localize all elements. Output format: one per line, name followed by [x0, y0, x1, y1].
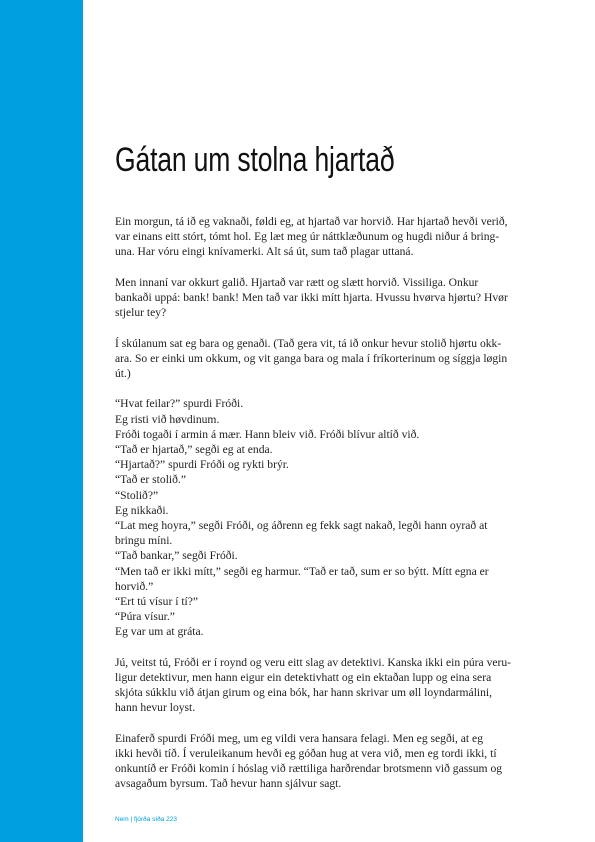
text-line: var einans eitt stórt, tómt hol. Eg læt meg úr náttklæðunum og hugdi niður á bring-	[115, 230, 500, 244]
story-paragraph	[115, 731, 545, 792]
story-paragraph	[115, 214, 545, 260]
text-line: Fróði togaði í armin á mær. Hann bleiv við. Fróði blívur altíð við.	[115, 427, 420, 441]
text-line: Í skúlanum sat eg bara og genaði. (Tað gera vit, tá ið onkur hevur stolið hjørtu okk-	[115, 336, 502, 350]
text-line: Eg risti við høvdinum.	[115, 412, 220, 426]
text-line: “Tað bankar,” segði Fróði.	[115, 549, 238, 563]
story-paragraph	[115, 336, 545, 382]
text-line: skjóta súkklu við átjan girum og eina bók, har hann skrivar um øll loyndarmálini,	[115, 686, 493, 700]
text-line: “Hvat feilar?” spurdi Fróði.	[115, 397, 244, 411]
text-line: bankaði uppá: bank! bank! Men tað var ikki mítt hjarta. Hvussu hvørva hjørtu? Hvør	[115, 291, 508, 304]
side-accent-bar	[0, 0, 83, 842]
text-line: ara. So er einki um okkum, og vit ganga bara og mala í fríkorterinum og síggja løgin	[115, 351, 508, 365]
text-line: “Púra vísur.”	[115, 610, 175, 624]
text-line: Ein morgun, tá ið eg vaknaði, føldi eg, at hjartað var horvið. Har hjartað hevði verið,	[115, 215, 508, 228]
text-line: Einaferð spurdi Fróði meg, um eg vildi vera hansara felagi. Men eg segði, at eg	[115, 731, 483, 745]
text-line: una. Har vóru eingi knívamerki. Alt sá út, sum tað plagar uttaná.	[115, 245, 414, 259]
page-title: Gátan um stolna hjartað	[115, 141, 395, 179]
text-line: onkuntíð er Fróði komin í hóslag við rættiliga harðrendar brotsmenn við gassum og	[115, 762, 503, 776]
text-line: Eg nikkaði.	[115, 503, 169, 517]
text-line: út.)	[115, 367, 131, 380]
text-line: ligur detektivur, men hann eigur ein detektivhatt og ein ektaðan lupp og eina sera	[115, 671, 492, 685]
story-body	[115, 214, 545, 807]
story-paragraph	[115, 655, 545, 716]
text-line: avsagaðum byrsum. Tað hevur hann sjálvur sagt.	[115, 777, 342, 791]
text-line: ikki hevði tíð. Í veruleikanum hevði eg góðan hug at vera við, men eg tordi ikki, tí	[115, 747, 497, 761]
text-line: “Stolið?”	[115, 488, 159, 502]
text-line: “Hjartað?” spurdi Fróði og rykti brýr.	[115, 458, 289, 472]
text-line: “Men tað er ikki mítt,” segði eg harmur. “Tað er tað, sum er so býtt. Mítt egna er	[115, 564, 489, 578]
story-paragraph	[115, 396, 545, 639]
text-line: “Ert tú vísur í tí?”	[115, 595, 199, 609]
text-line: horvið.”	[115, 579, 154, 593]
text-line: Men innaní var okkurt galið. Hjartað var rætt og slætt horvið. Vissiliga. Onkur	[115, 275, 479, 289]
text-line: Eg var um at gráta.	[115, 625, 204, 639]
text-line: “Tað er hjartað,” segði eg at enda.	[115, 443, 273, 456]
text-line: “Lat meg hoyra,” segði Fróði, og áðrenn eg fekk sagt nakað, legði hann oyrað at	[115, 519, 488, 533]
text-line: Jú, veitst tú, Fróði er í roynd og veru eitt slag av detektivi. Kanska ikki ein púra veru-	[115, 655, 512, 669]
page-footer: Nem | fjórða síða 223	[115, 816, 178, 823]
text-line: hann hevur loyst.	[115, 701, 196, 715]
text-line: bringu míni.	[115, 534, 173, 548]
text-line: “Tað er stolið.”	[115, 473, 186, 487]
text-line: stjelur tey?	[115, 306, 167, 320]
story-paragraph	[115, 275, 545, 321]
